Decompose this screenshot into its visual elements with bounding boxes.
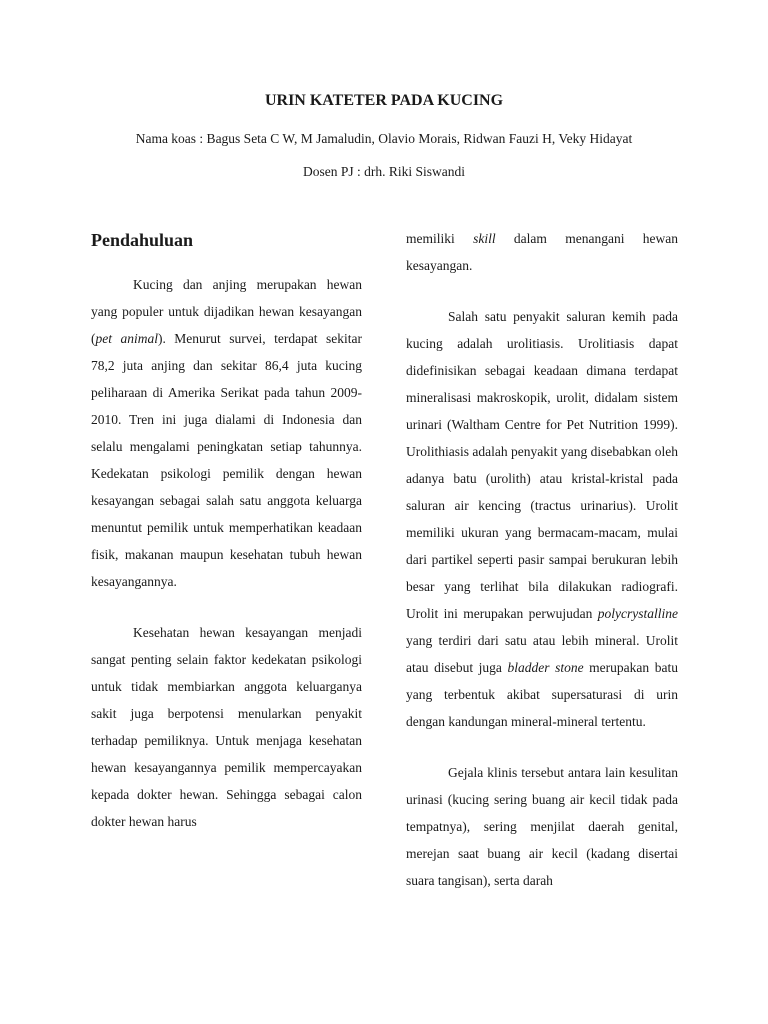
paragraph-text: dalam menangani hewan kesayangan. xyxy=(406,231,678,273)
left-column xyxy=(91,225,362,835)
paragraph-text: Salah satu penyakit saluran kemih pada kucing adalah urolitiasis. Urolitiasis dapat didefinisikan sebagai keadaan dimana terdapat mineralisasi makroskopik, urolit, didalam sistem urinari (Waltham Centre for Pet Nutrition 1999). Urolithiasis adalah penyakit yang disebabkan oleh adanya batu (urolith) atau kristal-kristal pada saluran air kencing (tractus urinarius). Urolit memiliki ukuran yang bermacam-macam, mulai dari partikel seperti pasir sampai berukuran lebih besar yang terlihat bila dilakukan radiografi. Urolit ini merupakan perwujudan xyxy=(406,309,678,621)
paragraph-intro xyxy=(91,271,362,595)
paragraph-text: Kucing dan anjing merupakan hewan yang populer untuk dijadikan hewan kesayangan ( xyxy=(91,277,362,346)
paragraph-text: yang terdiri dari satu atau lebih mineral. Urolit atau disebut juga xyxy=(406,633,678,675)
paragraph-health: Kesehatan hewan kesayangan menjadi sangat penting selain faktor kedekatan psikologi untuk tidak membiarkan anggota keluarganya sakit juga berpotensi menularkan penyakit terhadap pemiliknya. Untuk menjaga kesehatan hewan kesayangannya pemilik mempercayakan kepada dokter hewan. Sehingga sebagai calon dokter hewan harus xyxy=(91,625,362,829)
right-column xyxy=(406,225,678,894)
paragraph-text: ). Menurut survei, terdapat sekitar 78,2 juta anjing dan sekitar 86,4 juta kucing peliharaan di Amerika Serikat pada tahun 2009-2010. Tren ini juga dialami di Indonesia dan selalu mengalami peningkatan setiap tahunnya. Kedekatan psikologi pemilik dengan hewan kesayangan sebagai salah satu anggota keluarga menuntut pemilik untuk memperhatikan keadaan fisik, makanan maupun kesehatan tubuh hewan kesayangannya. xyxy=(91,331,363,589)
paragraph-text: merupakan batu yang terbentuk akibat supersaturasi di urin dengan kandungan mineral-mineral tertentu. xyxy=(406,660,678,729)
paragraph-clinical-signs: Gejala klinis tersebut antara lain kesulitan urinasi (kucing sering buang air kecil tidak pada tempatnya), sering menjilat daerah genital, merejan saat buang air kecil (kadang disertai suara tangisan), serta darah xyxy=(406,765,678,888)
paragraph-continued xyxy=(406,225,678,279)
section-heading: Pendahuluan xyxy=(91,230,194,250)
document-supervisor: Dosen PJ : drh. Riki Siswandi xyxy=(302,164,465,179)
italic-term: skill xyxy=(473,231,496,246)
paragraph-text: memiliki xyxy=(406,231,474,246)
italic-term: pet animal xyxy=(95,331,158,346)
document-title: URIN KATETER PADA KUCING xyxy=(264,92,504,109)
italic-term: bladder stone xyxy=(507,660,584,675)
paragraph-urolithiasis xyxy=(406,303,678,735)
document-authors: Nama koas : Bagus Seta C W, M Jamaludin, Olavio Morais, Ridwan Fauzi H, Veky Hidayat xyxy=(135,131,633,146)
italic-term: polycrystalline xyxy=(597,606,678,621)
